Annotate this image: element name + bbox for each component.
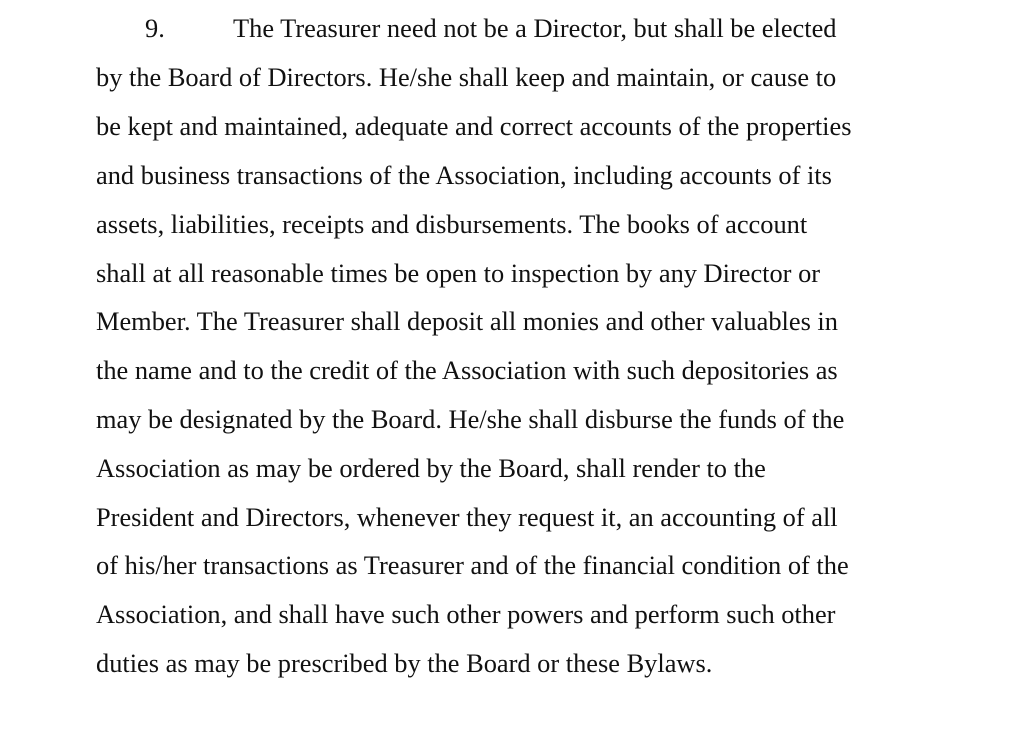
paragraph-line: of his/her transactions as Treasurer and of the financial condition of the [96,550,849,580]
paragraph-line: the name and to the credit of the Association with such depositories as [96,355,838,385]
paragraph-line: shall at all reasonable times be open to inspection by any Director or [96,258,821,288]
paragraph-line: duties as may be prescribed by the Board or these Bylaws. [96,648,713,678]
paragraph-line: President and Directors, whenever they request it, an accounting of all [96,502,838,532]
paragraph-line: The Treasurer need not be a Director, but shall be elected [233,13,837,43]
paragraph-line: and business transactions of the Association, including accounts of its [96,160,832,190]
paragraph-line: may be designated by the Board. He/she shall disburse the funds of the [96,404,845,434]
paragraph-line: be kept and maintained, adequate and correct accounts of the properties [96,111,852,141]
section-number: 9. [145,13,165,43]
paragraph-line: by the Board of Directors. He/she shall keep and maintain, or cause to [96,62,837,92]
paragraph-line: Member. The Treasurer shall deposit all monies and other valuables in [96,306,838,336]
paragraph-line: Association as may be ordered by the Board, shall render to the [96,453,766,483]
paragraph-line: assets, liabilities, receipts and disbursements. The books of account [96,209,808,239]
paragraph-line: Association, and shall have such other powers and perform such other [96,599,836,629]
